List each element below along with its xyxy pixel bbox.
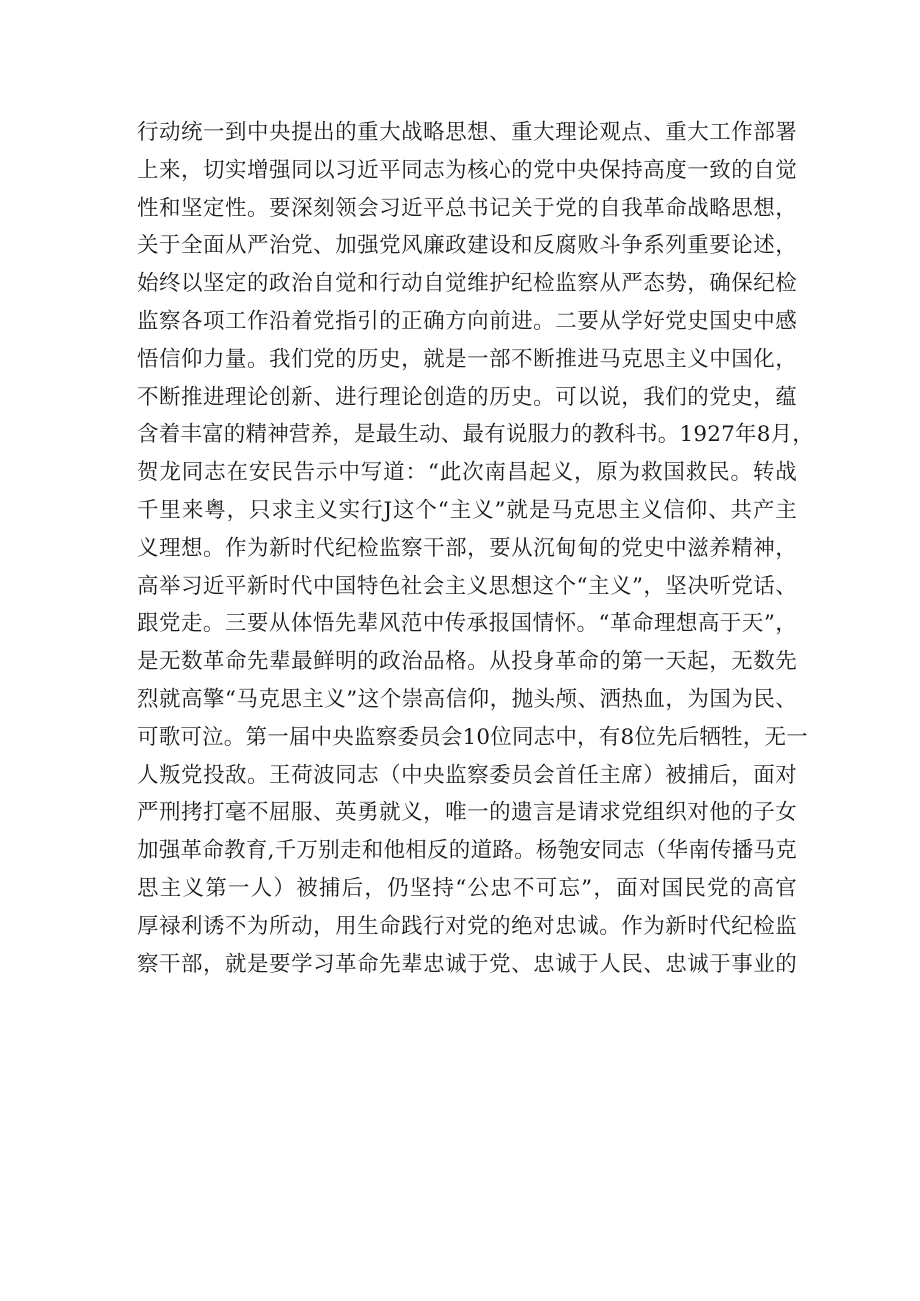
text-line: 人叛党投敌。王荷波同志（中央监察委员会首任主席）被捕后，面对 — [137, 762, 797, 788]
text-line: 烈就高擎“马克思主义”这个崇高信仰，抛头颅、洒热血，为国为民、 — [137, 686, 797, 712]
text-line: 监察各项工作沿着党指引的正确方向前进。二要从学好党史国史中感 — [137, 308, 797, 334]
text-line: 不断推进理论创新、进行理论创造的历史。可以说，我们的党史，蕴 — [137, 384, 797, 410]
text-line: 义理想。作为新时代纪检监察干部，要从沉甸甸的党史中滋养精神， — [137, 535, 797, 561]
text-line: 高举习近平新时代中国特色社会主义思想这个“主义”，坚决听党话、 — [137, 573, 797, 599]
text-line: 关于全面从严治党、加强党风廉政建设和反腐败斗争系列重要论述， — [137, 233, 797, 259]
text-line: 加强革命教育,千万别走和他相反的道路。杨匏安同志（华南传播马克 — [137, 838, 797, 864]
body-paragraph — [137, 114, 814, 983]
text-line: 始终以坚定的政治自觉和行动自觉维护纪检监察从严态势，确保纪检 — [137, 271, 797, 297]
text-line: 是无数革命先辈最鲜明的政治品格。从投身革命的第一天起，无数先 — [137, 649, 797, 675]
text-line: 可歌可泣。第一届中央监察委员会10位同志中，有8位先后牺牲，无一 — [137, 724, 808, 750]
text-line: 含着丰富的精神营养，是最生动、最有说服力的教科书。1927年8月， — [137, 422, 814, 448]
text-line: 悟信仰力量。我们党的历史，就是一部不断推进马克思主义中国化， — [137, 346, 797, 372]
text-line: 严刑拷打毫不屈服、英勇就义，唯一的遗言是请求党组织对他的子女 — [137, 800, 797, 826]
text-line: 厚禄利诱不为所动，用生命践行对党的绝对忠诚。作为新时代纪检监 — [137, 913, 797, 939]
text-line: 上来，切实增强同以习近平同志为核心的党中央保持高度一致的自觉 — [137, 157, 797, 183]
text-line: 思主义第一人）被捕后，仍坚持“公忠不可忘”，面对国民党的高官 — [137, 875, 797, 901]
text-line: 跟党走。三要从体悟先辈风范中传承报国情怀。“革命理想高于天”， — [137, 611, 797, 637]
text-line: 贺龙同志在安民告示中写道：“此次南昌起义，原为救国救民。转战 — [137, 460, 797, 486]
text-line: 察干部，就是要学习革命先辈忠诚于党、忠诚于人民、忠诚于事业的 — [137, 951, 797, 977]
text-line: 行动统一到中央提出的重大战略思想、重大理论观点、重大工作部署 — [137, 120, 797, 145]
text-line: 千里来粤，只求主义实行J这个“主义”就是马克思主义信仰、共产主 — [137, 497, 797, 523]
text-line: 性和坚定性。要深刻领会习近平总书记关于党的自我革命战略思想， — [137, 195, 797, 221]
